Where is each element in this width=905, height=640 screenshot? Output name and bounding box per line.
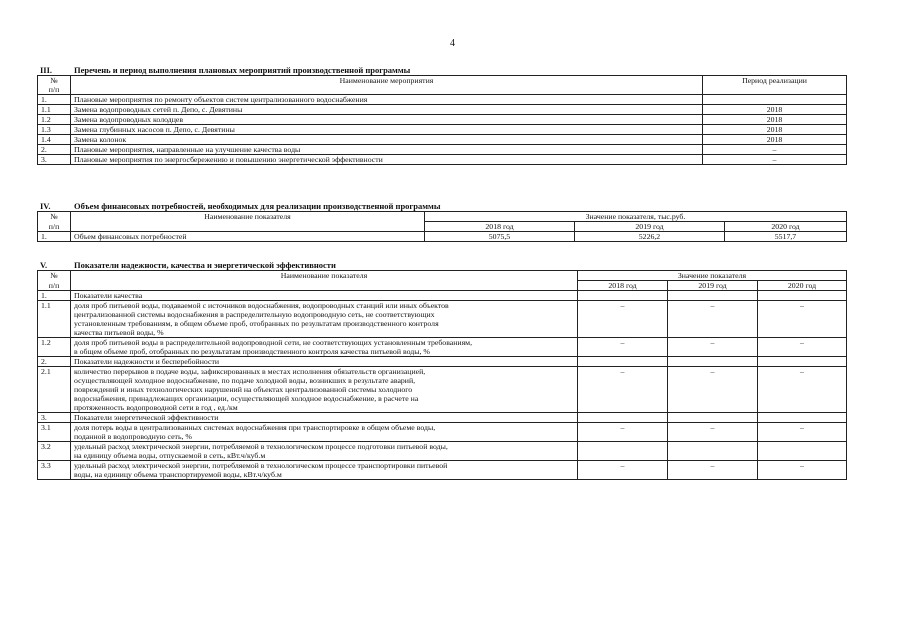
row-value [758,442,847,461]
header-blank [71,281,578,291]
row-name [71,423,578,442]
row-period: 2018 [703,115,847,125]
row-value: – [668,338,758,357]
section-3-table [37,75,847,165]
row-value: – [578,461,668,480]
row-name: Замена водопроводных сетей п. Депо, с. Девятины [71,105,703,115]
header-year: 2019 год [575,222,725,232]
section-5-table [37,270,847,480]
section-3 [37,65,847,165]
row-num: 1. [38,232,71,242]
row-name-line: качества питьевой воды, % [74,328,164,337]
table-row [38,338,847,357]
table-row [38,291,847,301]
header-name: Наименование показателя [71,271,578,281]
row-period: 2018 [703,105,847,115]
row-name-line: удельный расход электрической энергии, потребляемой в технологическом процессе транспортировки питьевой [74,461,448,470]
row-value: – [578,338,668,357]
row-name-line: Показатели качества [74,291,143,300]
row-num: 1.2 [38,338,71,357]
row-value [758,413,847,423]
table-header-row [38,85,847,95]
table-header-row [38,222,847,232]
row-name: Плановые мероприятия, направленные на улучшение качества воды [71,145,703,155]
row-name-line: доля проб питьевой воды, подаваемой с источников водоснабжения, водопроводных станций или иных объектов [74,301,449,310]
row-name-line: повреждений и иных технологических нарушений на объектах централизованной системы холодного [74,385,413,394]
header-year: 2018 год [425,222,575,232]
row-name [71,367,578,413]
row-name [71,413,578,423]
row-num: 3.2 [38,442,71,461]
row-value: – [758,338,847,357]
row-num: 2.1 [38,367,71,413]
row-name-line: поданной в водопроводную сеть, % [74,432,192,441]
row-value: – [578,367,668,413]
section-5-number: V. [40,260,48,270]
row-name: Объем финансовых потребностей [71,232,425,242]
row-value: 5517,7 [725,232,847,242]
row-value: – [758,301,847,338]
row-num: 1.4 [38,135,71,145]
row-name-line: количество перерывов в подаче воды, зафиксированных в местах исполнения обязательств организацией, [74,367,426,376]
row-name-line: водоснабжения, принадлежащих организации, осуществляющей холодное водоснабжение, в расчете на [74,394,419,403]
section-3-heading [37,65,847,75]
row-name-line: централизованной системы водоснабжения в распределительную водопроводную сеть, не соответствующих [74,310,435,319]
row-value: – [668,461,758,480]
row-name [71,357,578,367]
row-name-line: доля потерь воды в централизованных системах водоснабжения при транспортировке в общем объеме воды, [74,423,436,432]
row-value: – [668,367,758,413]
header-name: Наименование показателя [71,212,425,222]
table-row [38,135,847,145]
section-3-title: Перечень и период выполнения плановых мероприятий производственной программы [74,65,411,75]
row-name [71,461,578,480]
table-row [38,155,847,165]
header-year: 2018 год [578,281,668,291]
row-name [71,442,578,461]
section-4-table [37,211,847,242]
row-value [668,413,758,423]
header-year: 2020 год [725,222,847,232]
section-5-heading [37,260,847,270]
row-period: – [703,145,847,155]
row-name: Замена колонок [71,135,703,145]
row-name [71,291,578,301]
row-name-line: воды, на единицу объема транспортируемой воды, кВт.ч/куб.м [74,470,282,479]
row-period: 2018 [703,125,847,135]
row-period: – [703,155,847,165]
row-num: 1. [38,291,71,301]
header-name: Наименование мероприятия [71,76,703,86]
row-value: – [758,423,847,442]
row-name: Плановые мероприятия по энергосбережению и повышению энергетической эффективности [71,155,703,165]
row-value [578,413,668,423]
row-num: 1. [38,95,71,105]
header-value: Значение показателя [578,271,847,281]
header-year: 2020 год [758,281,847,291]
row-value: – [668,301,758,338]
table-row [38,145,847,155]
table-row [38,95,847,105]
header-blank [71,85,703,95]
row-value [578,442,668,461]
row-value [668,442,758,461]
header-year: 2019 год [668,281,758,291]
section-3-number: III. [40,65,53,75]
row-num: 1.3 [38,125,71,135]
row-value [758,357,847,367]
row-name-line: протяженность водопроводной сети в год , ед./км [74,403,238,412]
page-number: 4 [450,38,455,49]
row-name: Замена водопроводных колодцев [71,115,703,125]
row-value [668,291,758,301]
row-num: 1.2 [38,115,71,125]
header-num-2: п/п [38,85,71,95]
row-num: 1.1 [38,105,71,115]
section-4-title: Объем финансовых потребностей, необходимых для реализации производственной программы [74,201,441,211]
row-name-line: Показатели энергетической эффективности [74,413,219,422]
header-num: № [38,76,71,86]
row-num: 3. [38,413,71,423]
table-header-row [38,281,847,291]
section-4 [37,201,847,242]
row-value: 5075,5 [425,232,575,242]
header-num-2: п/п [38,281,71,291]
row-value: – [758,367,847,413]
table-row [38,367,847,413]
row-value [578,291,668,301]
section-5-title: Показатели надежности, качества и энергетической эффективности [74,260,336,270]
header-value: Значение показателя, тыс.руб. [425,212,847,222]
section-4-heading [37,201,847,211]
row-value: – [578,423,668,442]
table-row [38,105,847,115]
row-name-line: установленным требованиям, в общем объеме проб, отобранных по результатам производственного контроля [74,319,439,328]
header-blank [703,85,847,95]
table-row [38,301,847,338]
row-name: Плановые мероприятия по ремонту объектов систем централизованного водоснабжения [71,95,703,105]
table-row [38,423,847,442]
section-4-number: IV. [40,201,51,211]
table-header-row [38,271,847,281]
row-num: 3.1 [38,423,71,442]
header-num: № [38,271,71,281]
row-value: – [668,423,758,442]
row-name [71,301,578,338]
row-name-line: осуществляющей холодное водоснабжение, по подаче холодной воды, возникших в результате аварий, [74,376,416,385]
row-num: 3. [38,155,71,165]
header-num-2: п/п [38,222,71,232]
section-5 [37,260,847,480]
table-row [38,357,847,367]
row-value: – [758,461,847,480]
row-name-line: удельный расход электрической энергии, потребляемой в технологическом процессе подготовки питьевой воды, [74,442,448,451]
row-num: 2. [38,357,71,367]
row-num: 3.3 [38,461,71,480]
row-value [578,357,668,367]
row-num: 2. [38,145,71,155]
row-value: 5226,2 [575,232,725,242]
table-row [38,115,847,125]
row-name-line: в общем объеме проб, отобранных по результатам производственного контроля качества питьевой воды, % [74,347,430,356]
row-name [71,338,578,357]
table-row [38,232,847,242]
row-name-line: доля проб питьевой воды в распределительной водопроводной сети, не соответствующих установленным требованиям, [74,338,473,347]
row-value: – [578,301,668,338]
row-name: Замена глубинных насосов п. Депо, с. Девятины [71,125,703,135]
row-value [758,291,847,301]
table-header-row [38,212,847,222]
row-value [668,357,758,367]
row-period [703,95,847,105]
header-num: № [38,212,71,222]
row-name-line: на единицу объема воды, отпускаемой в сеть, кВт.ч/куб.м [74,451,266,460]
table-row [38,442,847,461]
header-blank [71,222,425,232]
table-row [38,413,847,423]
table-header-row [38,76,847,86]
row-period: 2018 [703,135,847,145]
header-period: Период реализации [703,76,847,86]
table-row [38,461,847,480]
row-name-line: Показатели надежности и бесперебойности [74,357,220,366]
table-row [38,125,847,135]
row-num: 1.1 [38,301,71,338]
